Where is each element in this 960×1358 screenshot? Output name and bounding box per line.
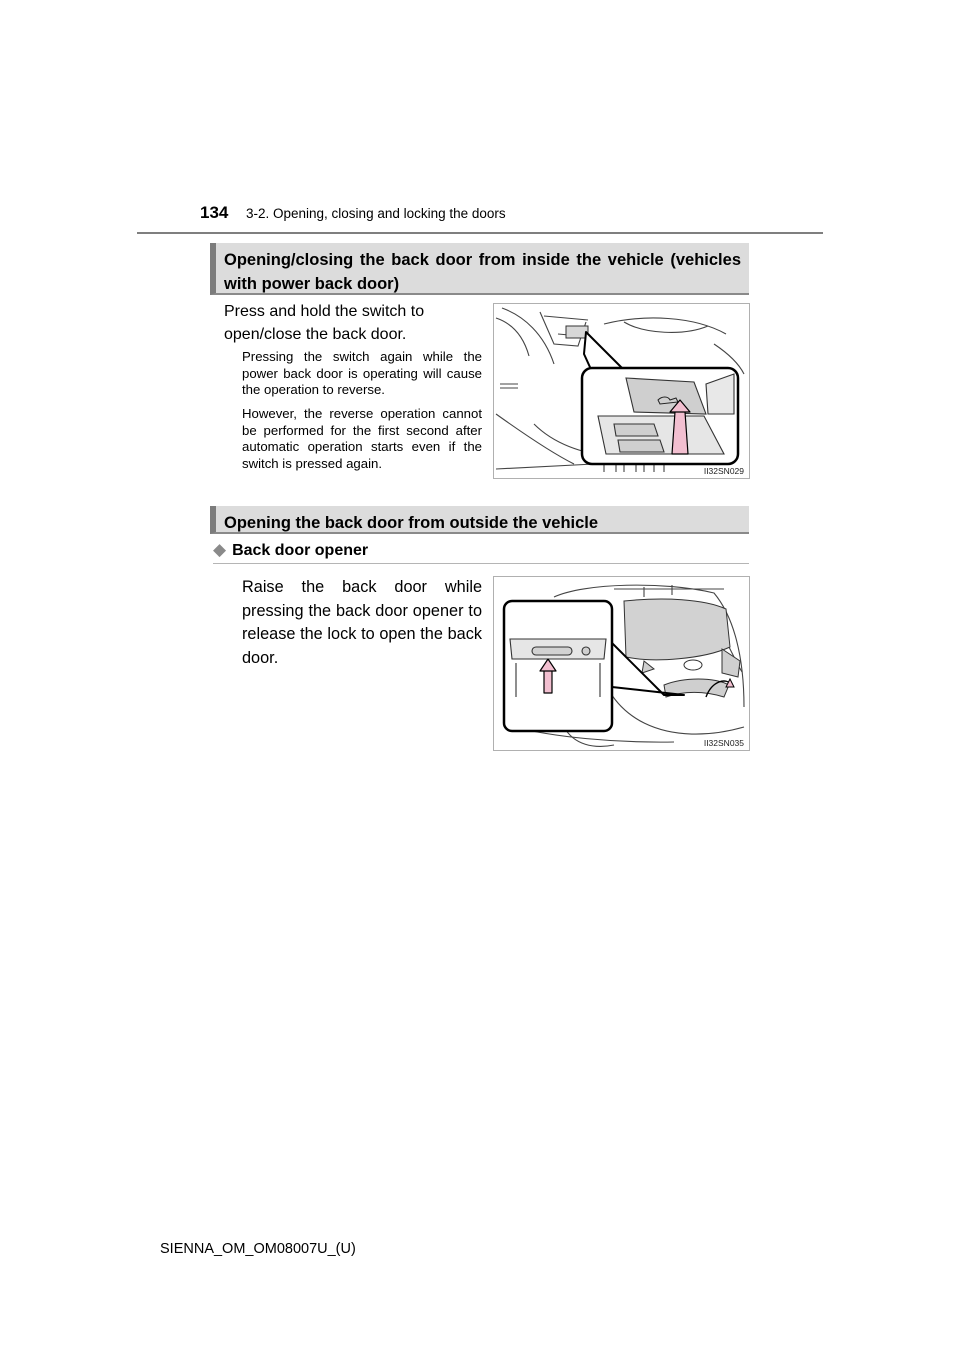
diamond-bullet-icon: ◆ xyxy=(213,540,227,559)
instruction-text: Raise the back door while pressing the back door opener to release the lock to open the back door. xyxy=(242,578,482,667)
section-heading-inside-opening xyxy=(210,243,749,295)
page-number: 134 xyxy=(200,203,229,222)
header-divider xyxy=(137,232,823,234)
overhead-switch-drawing xyxy=(494,304,749,478)
subheading-divider xyxy=(213,563,749,564)
illustration-back-door-opener xyxy=(493,576,750,751)
note-text: Pressing the switch again while the power back door is operating will cause the operation to reverse. xyxy=(242,349,482,397)
illustration-overhead-switch xyxy=(493,303,750,479)
figure-code: II32SN029 xyxy=(703,466,744,476)
document-code: SIENNA_OM_OM08007U_(U) xyxy=(160,1241,356,1257)
section-heading-outside-opening xyxy=(210,506,749,534)
subheading-text: Back door opener xyxy=(232,542,369,559)
back-door-opener-drawing xyxy=(494,577,749,750)
note-text: However, the reverse operation cannot be performed for the first second after automatic operation starts even if the switch is pressed again. xyxy=(242,406,482,471)
subheading xyxy=(213,540,368,560)
running-section-title: 3-2. Opening, closing and locking the doors xyxy=(246,206,506,221)
section-heading-text: Opening the back door from outside the vehicle xyxy=(224,514,599,532)
section-heading-text: Opening/closing the back door from inside the vehicle (vehicles with power back door) xyxy=(224,251,741,293)
instruction-text: Press and hold the switch to open/close the back door. xyxy=(224,303,425,343)
figure-code: II32SN035 xyxy=(703,738,744,748)
